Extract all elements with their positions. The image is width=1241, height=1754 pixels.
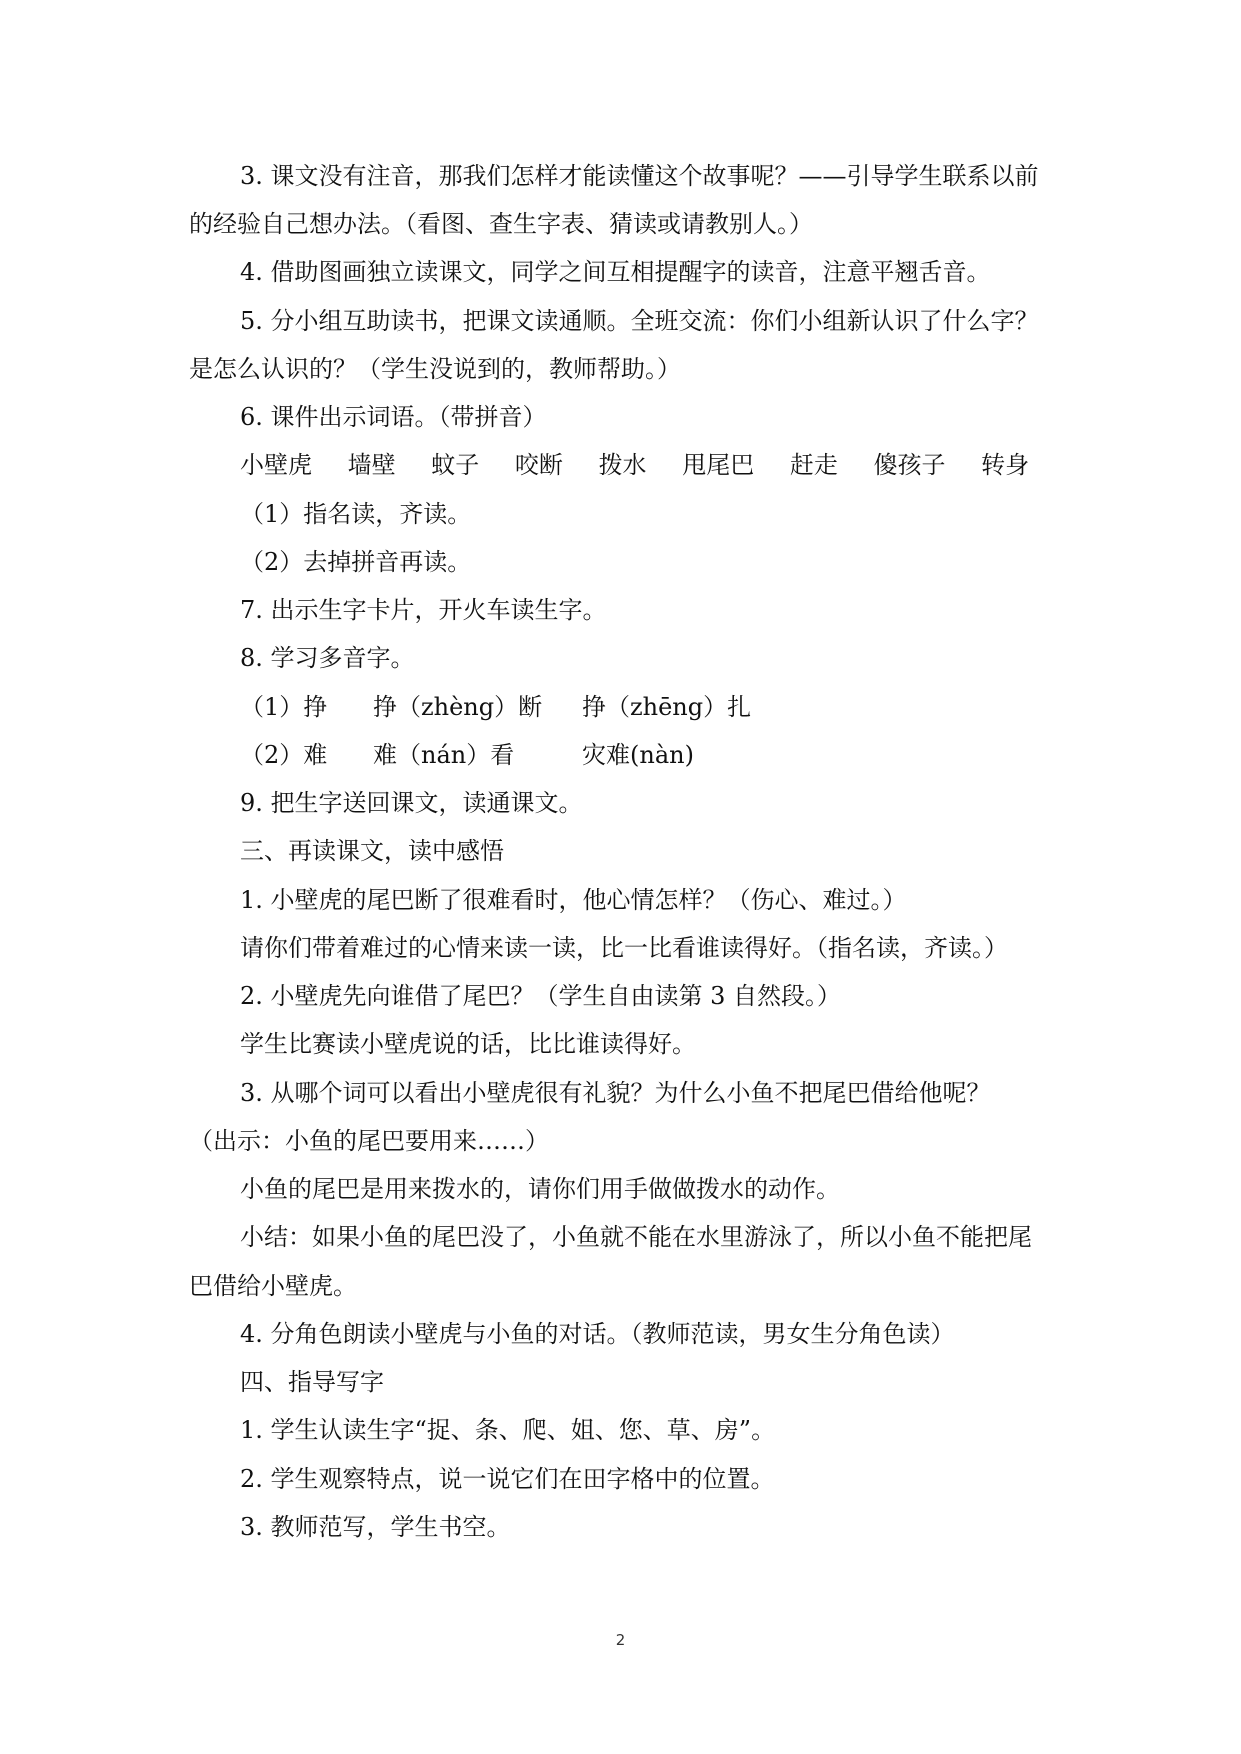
polyphone-1-reading-b: 挣（zhēng）扎 (582, 693, 752, 721)
section3-step-3-line2: （出示：小鱼的尾巴要用来……） (189, 1127, 549, 1155)
paragraph-step-9: 9. 把生字送回课文，读通课文。 (240, 789, 583, 817)
section3-step-4: 4. 分角色朗读小壁虎与小鱼的对话。（教师范读，男女生分角色读） (240, 1320, 955, 1348)
polyphone-1-reading-a: 挣（zhèng）断 (373, 693, 543, 721)
vocab-word: 转身 (981, 451, 1030, 479)
paragraph-step-3-line2: 的经验自己想办法。（看图、查生字表、猜读或请教别人。） (189, 210, 813, 238)
substep-2: （2）去掉拼音再读。 (240, 548, 472, 576)
substep-1: （1）指名读，齐读。 (240, 500, 472, 528)
vocab-word: 墙壁 (347, 451, 396, 479)
section-heading-4: 四、指导写字 (240, 1368, 384, 1396)
paragraph-step-5-line1: 5. 分小组互助读书，把课文读通顺。全班交流：你们小组新认识了什么字？ (240, 307, 1039, 335)
vocab-word: 甩尾巴 (682, 451, 755, 479)
section3-step-1: 1. 小壁虎的尾巴断了很难看时，他心情怎样？（伤心、难过。） (240, 886, 907, 914)
polyphone-2-char: （2）难 (240, 741, 328, 769)
vocab-word: 傻孩子 (873, 451, 946, 479)
vocab-word: 小壁虎 (240, 451, 312, 479)
paragraph-step-5-line2: 是怎么认识的？（学生没说到的，教师帮助。） (189, 355, 681, 383)
section3-step-3-line1: 3. 从哪个词可以看出小壁虎很有礼貌？为什么小鱼不把尾巴借给他呢？ (240, 1079, 991, 1107)
section3-step-1-note: 请你们带着难过的心情来读一读，比一比看谁读得好。（指名读，齐读。） (240, 934, 1008, 962)
paragraph-step-6: 6. 课件出示词语。（带拼音） (240, 403, 547, 431)
vocab-word: 赶走 (789, 451, 838, 479)
vocab-word: 蚊子 (431, 451, 480, 479)
section-heading-3: 三、再读课文，读中感悟 (240, 837, 504, 865)
polyphone-1-char: （1）挣 (240, 693, 328, 721)
section4-step-2: 2. 学生观察特点，说一说它们在田字格中的位置。 (240, 1465, 775, 1493)
section3-step-3-note: 小鱼的尾巴是用来拨水的，请你们用手做做拨水的动作。 (240, 1175, 840, 1203)
vocabulary-list (240, 449, 1057, 481)
summary-line1: 小结：如果小鱼的尾巴没了，小鱼就不能在水里游泳了，所以小鱼不能把尾 (240, 1223, 1032, 1251)
paragraph-step-8: 8. 学习多音字。 (240, 644, 415, 672)
section3-step-2-note: 学生比赛读小壁虎说的话，比比谁读得好。 (240, 1030, 696, 1058)
paragraph-step-7: 7. 出示生字卡片，开火车读生字。 (240, 596, 607, 624)
section3-step-2: 2. 小壁虎先向谁借了尾巴？（学生自由读第 3 自然段。） (240, 982, 842, 1010)
section4-step-1: 1. 学生认读生字“捉、条、爬、姐、您、草、房”。 (240, 1416, 776, 1444)
section4-step-3: 3. 教师范写，学生书空。 (240, 1513, 511, 1541)
summary-line2: 巴借给小壁虎。 (189, 1272, 357, 1300)
page-number: 2 (615, 1631, 626, 1649)
paragraph-step-3-line1: 3. 课文没有注音，那我们怎样才能读懂这个故事呢？——引导学生联系以前 (240, 162, 1039, 190)
vocab-word: 咬断 (514, 451, 563, 479)
polyphone-2-reading-b: 灾难(nàn) (582, 741, 694, 769)
vocab-word: 拨水 (598, 451, 647, 479)
paragraph-step-4: 4. 借助图画独立读课文，同学之间互相提醒字的读音，注意平翘舌音。 (240, 258, 991, 286)
polyphone-2-reading-a: 难（nán）看 (373, 741, 515, 769)
